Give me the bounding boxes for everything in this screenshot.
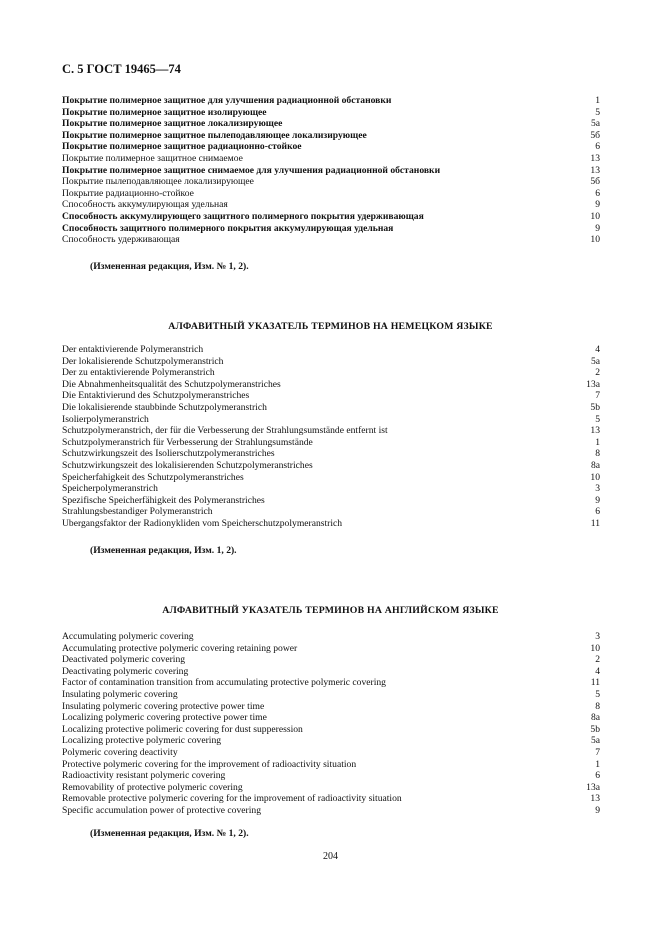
index-row	[62, 643, 600, 655]
index-number: 5b	[590, 723, 600, 735]
index-number: 10	[590, 471, 600, 483]
index-row	[62, 460, 600, 472]
index-term: Schutzwirkungszeit des Isolierschutzpolymeranstriches	[62, 448, 275, 460]
index-number: 13	[590, 164, 600, 176]
index-number: 2	[595, 654, 600, 666]
index-number: 3	[595, 631, 600, 642]
index-term: Protective polymeric covering for the improvement of radioactivity situation	[62, 758, 357, 770]
index-number: 4	[595, 344, 600, 355]
index-number: 13	[590, 152, 600, 164]
index-term: Способность защитного полимерного покрытия аккумулирующая удельная	[62, 222, 394, 234]
index-term: Die Entaktivierund des Schutzpolymeranstriches	[62, 390, 250, 402]
index-row	[62, 390, 600, 402]
index-number: 13a	[586, 378, 600, 390]
index-number: 5	[595, 106, 600, 118]
index-row	[62, 176, 600, 188]
index-row	[62, 735, 600, 747]
index-term: Die lokalisierende staubbinde Schutzpolymeranstrich	[62, 401, 267, 413]
page-header: С. 5 ГОСТ 19465—74	[62, 62, 181, 76]
index-term: Localizing protective polimeric covering for dust supperession	[62, 723, 303, 735]
index-row	[62, 414, 600, 426]
index-row	[62, 130, 600, 142]
index-row	[62, 448, 600, 460]
index-number: 7	[595, 390, 600, 402]
index-term: Removability of protective polymeric covering	[62, 781, 243, 793]
index-row	[62, 223, 600, 235]
index-row	[62, 747, 600, 759]
index-number: 5b	[590, 401, 600, 413]
index-number: 2	[595, 367, 600, 379]
index-row	[62, 437, 600, 449]
index-term: Spezifische Speicherfähigkeit des Polymeranstriches	[62, 494, 265, 506]
index-number: 5	[595, 413, 600, 425]
index-number: 6	[595, 187, 600, 199]
index-row	[62, 518, 600, 530]
index-number: 5а	[590, 118, 600, 130]
index-number: 9	[595, 494, 600, 506]
index-number: 1	[595, 95, 600, 106]
index-number: 8a	[590, 712, 600, 724]
index-term: Покрытие полимерное защитное изолирующее	[62, 106, 267, 118]
revision-note-ru: (Измененная редакция, Изм. № 1, 2).	[90, 261, 249, 272]
index-number: 6	[595, 770, 600, 782]
index-term: Die Abnahmenheitsqualität des Schutzpolymeranstriches	[62, 378, 281, 390]
index-number: 13a	[586, 781, 600, 793]
index-number: 9	[595, 804, 600, 816]
index-term: Localizing polymeric covering protective power time	[62, 712, 267, 724]
index-row	[62, 770, 600, 782]
index-row	[62, 701, 600, 713]
index-term: Speicherpolymeranstrich	[62, 483, 158, 495]
index-row	[62, 483, 600, 495]
index-number: 13	[590, 793, 600, 805]
index-term: Der entaktivierende Polymeranstrich	[62, 344, 204, 355]
index-row	[62, 141, 600, 153]
index-term: Isolierpolymeranstrich	[62, 413, 149, 425]
section-title-de: АЛФАВИТНЫЙ УКАЗАТЕЛЬ ТЕРМИНОВ НА НЕМЕЦКОМ ЯЗЫКЕ	[168, 321, 493, 332]
index-row	[62, 793, 600, 805]
index-number: 9	[595, 222, 600, 234]
index-row	[62, 425, 600, 437]
index-term: Покрытие пылеподавляющее локализирующее	[62, 176, 254, 188]
index-term: Schutzpolymeranstrich, der für die Verbesserung der Strahlungsumstände entfernt ist	[62, 425, 388, 437]
index-term: Ubergangsfaktor der Radionykliden vom Speicherschutzpolymeranstrich	[62, 517, 343, 529]
index-row	[62, 472, 600, 484]
index-number: 8a	[590, 459, 600, 471]
index-term: Покрытие полимерное защитное снимаемое для улучшения радиационной обстановки	[62, 164, 441, 176]
index-row	[62, 666, 600, 678]
index-term: Insulating polymeric covering	[62, 688, 178, 700]
index-row	[62, 689, 600, 701]
de-index	[62, 344, 600, 530]
index-row	[62, 402, 600, 414]
index-row	[62, 211, 600, 223]
index-term: Покрытие радиационно-стойкое	[62, 187, 194, 199]
index-number: 6	[595, 141, 600, 153]
index-row	[62, 782, 600, 794]
index-row	[62, 724, 600, 736]
index-row	[62, 153, 600, 165]
index-term: Accumulating polymeric covering	[62, 631, 194, 642]
index-number: 10	[590, 234, 600, 246]
index-term: Accumulating protective polymeric covering retaining power	[62, 642, 298, 654]
index-row	[62, 188, 600, 200]
index-number: 11	[590, 677, 600, 689]
index-row	[62, 118, 600, 130]
index-number: 7	[595, 746, 600, 758]
index-row	[62, 677, 600, 689]
index-row	[62, 654, 600, 666]
index-row	[62, 631, 600, 643]
index-number: 10	[590, 642, 600, 654]
index-row	[62, 712, 600, 724]
index-term: Strahlungsbestandiger Polymeranstrich	[62, 506, 213, 518]
page-number: 204	[323, 851, 338, 862]
index-row	[62, 107, 600, 119]
index-row	[62, 506, 600, 518]
index-number: 6	[595, 506, 600, 518]
index-term: Способность удерживающая	[62, 234, 180, 246]
index-row	[62, 759, 600, 771]
en-index	[62, 631, 600, 817]
ru-index	[62, 95, 600, 246]
index-row	[62, 344, 600, 356]
index-row	[62, 199, 600, 211]
index-row	[62, 805, 600, 817]
revision-note-de: (Измененная редакция, Изм. 1, 2).	[90, 545, 237, 556]
index-term: Speicherfahigkeit des Schutzpolymeranstriches	[62, 471, 244, 483]
index-number: 5б	[590, 176, 600, 188]
index-number: 8	[595, 448, 600, 460]
index-number: 5a	[590, 735, 600, 747]
index-term: Der zu entaktivierende Polymeranstrich	[62, 367, 215, 379]
index-row	[62, 234, 600, 246]
index-term: Способность аккумулирующего защитного полимерного покрытия удерживающая	[62, 210, 424, 222]
index-term: Removable protective polymeric covering for the improvement of radioactivity situation	[62, 793, 402, 805]
index-number: 8	[595, 700, 600, 712]
index-term: Insulating polymeric covering protective power time	[62, 700, 265, 712]
index-row	[62, 495, 600, 507]
index-term: Deactivated polymeric covering	[62, 654, 186, 666]
section-title-en: АЛФАВИТНЫЙ УКАЗАТЕЛЬ ТЕРМИНОВ НА АНГЛИЙСКОМ ЯЗЫКЕ	[162, 605, 499, 616]
index-number: 9	[595, 199, 600, 211]
index-term: Factor of contamination transition from accumulating protective polymeric covering	[62, 677, 386, 689]
revision-note-en: (Измененная редакция, Изм. № 1, 2).	[90, 828, 249, 839]
index-term: Покрытие полимерное защитное для улучшения радиационной обстановки	[62, 95, 392, 106]
index-row	[62, 379, 600, 391]
index-row	[62, 356, 600, 368]
index-number: 5	[595, 688, 600, 700]
index-term: Radioactivity resistant polymeric covering	[62, 770, 226, 782]
index-number: 13	[590, 425, 600, 437]
index-term: Schutzwirkungszeit des lokalisierenden Schutzpolymeranstriches	[62, 459, 313, 471]
index-term: Deactivating polymeric covering	[62, 665, 189, 677]
index-row	[62, 95, 600, 107]
index-term: Polymeric covering deactivity	[62, 746, 178, 758]
index-term: Способность аккумулирующая удельная	[62, 199, 228, 211]
index-number: 3	[595, 483, 600, 495]
index-term: Покрытие полимерное защитное пылеподавляющее локализирующее	[62, 129, 367, 141]
index-number: 1	[595, 758, 600, 770]
index-term: Specific accumulation power of protective covering	[62, 804, 261, 816]
index-row	[62, 367, 600, 379]
index-number: 5б	[590, 129, 600, 141]
index-term: Schutzpolymeranstrich für Verbesserung der Strahlungsumstände	[62, 436, 313, 448]
index-number: 4	[595, 665, 600, 677]
index-term: Покрытие полимерное защитное радиационно-стойкое	[62, 141, 302, 153]
index-number: 5a	[590, 355, 600, 367]
index-number: 1	[595, 436, 600, 448]
index-term: Localizing protective polymeric covering	[62, 735, 222, 747]
index-term: Покрытие полимерное защитное снимаемое	[62, 152, 243, 164]
index-number: 10	[590, 210, 600, 222]
index-term: Покрытие полимерное защитное локализирующее	[62, 118, 283, 130]
index-term: Der lokalisierende Schutzpolymeranstrich	[62, 355, 224, 367]
index-number: 11	[590, 517, 600, 529]
index-row	[62, 165, 600, 177]
